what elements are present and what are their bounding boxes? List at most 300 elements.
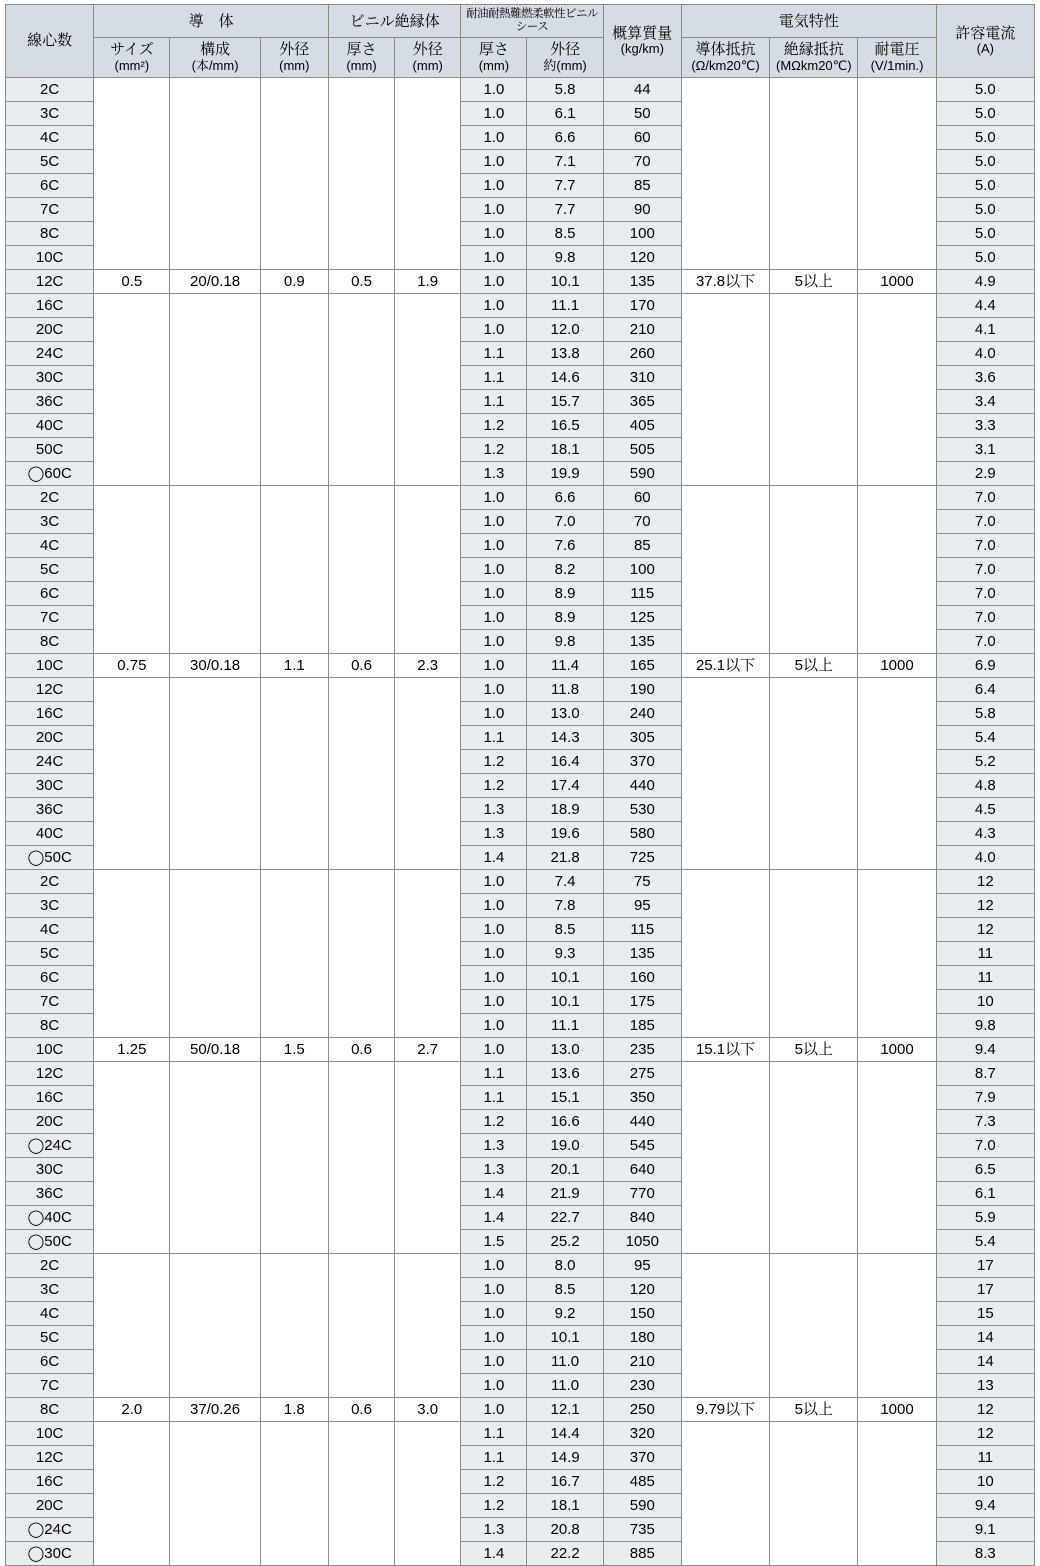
cell-sheath-outer-dia: 11.8 [527, 677, 603, 701]
cell-construction-blank-top [170, 77, 260, 269]
cell-withstand-voltage-blank-top [858, 1253, 936, 1397]
cell-sheath-thickness: 1.5 [461, 1229, 527, 1253]
cell-current: 4.9 [936, 269, 1034, 293]
cell-current: 7.9 [936, 1085, 1034, 1109]
cell-sheath-thickness: 1.0 [461, 581, 527, 605]
cell-cores: ◯50C [6, 845, 94, 869]
cell-mass: 165 [603, 653, 681, 677]
cell-sheath-thickness: 1.0 [461, 221, 527, 245]
cell-current: 5.9 [936, 1205, 1034, 1229]
cell-mass: 580 [603, 821, 681, 845]
cell-cores: 20C [6, 1109, 94, 1133]
cell-sheath-outer-dia: 22.7 [527, 1205, 603, 1229]
cell-sheath-outer-dia: 16.4 [527, 749, 603, 773]
cell-sheath-outer-dia: 11.4 [527, 653, 603, 677]
cell-sheath-thickness: 1.2 [461, 749, 527, 773]
header-insulation-group: ビニル絶縁体 [328, 5, 460, 38]
cell-cores: 3C [6, 101, 94, 125]
header-size-unit: (mm²) [114, 57, 150, 73]
cell-mass: 180 [603, 1325, 681, 1349]
cell-current: 5.0 [936, 245, 1034, 269]
header-mass-unit: (kg/km) [620, 40, 664, 56]
cell-sheath-thickness: 1.0 [461, 941, 527, 965]
cell-sheath-outer-dia: 8.0 [527, 1253, 603, 1277]
cell-mass: 310 [603, 365, 681, 389]
cell-mass: 85 [603, 533, 681, 557]
cell-sheath-outer-dia: 22.2 [527, 1541, 603, 1565]
cell-cores: 20C [6, 1493, 94, 1517]
cell-sheath-thickness: 1.2 [461, 437, 527, 461]
cell-sheath-thickness: 1.4 [461, 1205, 527, 1229]
cell-mass: 725 [603, 845, 681, 869]
cell-mass: 190 [603, 677, 681, 701]
cell-mass: 95 [603, 893, 681, 917]
cell-sheath-outer-dia: 10.1 [527, 269, 603, 293]
cell-sheath-outer-dia: 12.1 [527, 1397, 603, 1421]
cell-conductor-resistance: 37.8以下 [681, 269, 769, 293]
cell-sheath-thickness: 1.0 [461, 245, 527, 269]
cell-sheath-thickness: 1.0 [461, 965, 527, 989]
cell-current: 5.0 [936, 173, 1034, 197]
cell-conductor-outer-dia-blank-top [260, 485, 328, 653]
cell-sheath-thickness: 1.4 [461, 845, 527, 869]
cell-mass: 260 [603, 341, 681, 365]
cell-mass: 640 [603, 1157, 681, 1181]
cell-sheath-outer-dia: 20.1 [527, 1157, 603, 1181]
cell-current: 2.9 [936, 461, 1034, 485]
cell-sheath-thickness: 1.0 [461, 605, 527, 629]
cell-cores: 6C [6, 581, 94, 605]
header-withstand-voltage-label: 耐電圧 [874, 41, 920, 59]
cell-cores: ◯30C [6, 1541, 94, 1565]
table-row [6, 1421, 1035, 1445]
header-conductor-resistance-label: 導体抵抗 [695, 41, 756, 59]
cell-sheath-outer-dia: 5.8 [527, 77, 603, 101]
cell-conductor-resistance: 9.79以下 [681, 1397, 769, 1421]
cell-cores: 16C [6, 293, 94, 317]
cell-insulation-resistance: 5以上 [770, 653, 858, 677]
cell-sheath-thickness: 1.0 [461, 989, 527, 1013]
cell-sheath-outer-dia: 14.9 [527, 1445, 603, 1469]
cell-cores: 10C [6, 245, 94, 269]
cell-cores: 36C [6, 1181, 94, 1205]
cell-cores: 8C [6, 1013, 94, 1037]
cell-size-blank-bottom [94, 1061, 170, 1253]
cell-sheath-thickness: 1.2 [461, 1469, 527, 1493]
header-insulation-outer-dia [395, 38, 461, 77]
cell-mass: 120 [603, 245, 681, 269]
cell-mass: 350 [603, 1085, 681, 1109]
cell-current: 5.4 [936, 1229, 1034, 1253]
cell-cores: 6C [6, 965, 94, 989]
cell-sheath-outer-dia: 21.8 [527, 845, 603, 869]
cell-cores: 6C [6, 173, 94, 197]
cell-current: 8.7 [936, 1061, 1034, 1085]
table-row [6, 1253, 1035, 1277]
cell-sheath-outer-dia: 7.8 [527, 893, 603, 917]
cell-mass: 405 [603, 413, 681, 437]
cell-current: 7.0 [936, 533, 1034, 557]
cell-size-blank-top [94, 77, 170, 269]
cell-conductor-resistance-blank-bottom [681, 1421, 769, 1565]
cell-sheath-thickness: 1.1 [461, 1421, 527, 1445]
cell-sheath-outer-dia: 11.0 [527, 1349, 603, 1373]
cell-sheath-thickness: 1.0 [461, 653, 527, 677]
header-sheath-outer-dia-unit: 約(mm) [543, 57, 587, 73]
cell-current: 5.4 [936, 725, 1034, 749]
cell-size-blank-bottom [94, 293, 170, 485]
table-row [6, 485, 1035, 509]
cell-sheath-thickness: 1.0 [461, 149, 527, 173]
cell-cores: 36C [6, 797, 94, 821]
cell-mass: 95 [603, 1253, 681, 1277]
cell-current: 7.0 [936, 1133, 1034, 1157]
cell-cores: ◯40C [6, 1205, 94, 1229]
cell-size: 0.75 [94, 653, 170, 677]
cell-sheath-outer-dia: 19.0 [527, 1133, 603, 1157]
table-row [6, 269, 1035, 293]
cell-cores: 10C [6, 653, 94, 677]
cell-current: 7.0 [936, 485, 1034, 509]
cell-conductor-resistance-blank-top [681, 485, 769, 653]
cell-cores: 36C [6, 389, 94, 413]
cell-sheath-outer-dia: 18.1 [527, 437, 603, 461]
cell-sheath-outer-dia: 21.9 [527, 1181, 603, 1205]
cell-mass: 240 [603, 701, 681, 725]
cell-cores: 16C [6, 1085, 94, 1109]
cell-mass: 85 [603, 173, 681, 197]
cell-mass: 44 [603, 77, 681, 101]
cell-current: 4.3 [936, 821, 1034, 845]
cell-current: 7.0 [936, 605, 1034, 629]
cell-current: 7.0 [936, 557, 1034, 581]
cell-sheath-thickness: 1.0 [461, 533, 527, 557]
cell-cores: ◯24C [6, 1517, 94, 1541]
cell-sheath-outer-dia: 10.1 [527, 1325, 603, 1349]
cell-sheath-thickness: 1.0 [461, 1277, 527, 1301]
cell-sheath-outer-dia: 7.0 [527, 509, 603, 533]
cell-cores: 30C [6, 1157, 94, 1181]
cell-size-blank-bottom [94, 677, 170, 869]
cell-current: 5.0 [936, 125, 1034, 149]
cell-sheath-thickness: 1.1 [461, 1061, 527, 1085]
cell-withstand-voltage-blank-bottom [858, 677, 936, 869]
cell-insulation-resistance: 5以上 [770, 269, 858, 293]
cell-sheath-thickness: 1.0 [461, 557, 527, 581]
cell-sheath-thickness: 1.3 [461, 1157, 527, 1181]
cell-sheath-outer-dia: 9.8 [527, 629, 603, 653]
cell-mass: 70 [603, 509, 681, 533]
cell-sheath-thickness: 1.4 [461, 1181, 527, 1205]
cell-current: 14 [936, 1349, 1034, 1373]
table-row [6, 677, 1035, 701]
header-electrical-group: 電気特性 [681, 5, 936, 38]
cell-cores: 2C [6, 77, 94, 101]
cell-sheath-thickness: 1.0 [461, 1037, 527, 1061]
header-insulation-resistance-label: 絶縁抵抗 [783, 41, 844, 59]
table-header [6, 5, 1035, 78]
cell-withstand-voltage-blank-bottom [858, 293, 936, 485]
cell-sheath-thickness: 1.0 [461, 1253, 527, 1277]
cell-cores: 5C [6, 941, 94, 965]
cell-current: 12 [936, 1397, 1034, 1421]
cell-mass: 135 [603, 941, 681, 965]
cell-sheath-thickness: 1.3 [461, 797, 527, 821]
cell-sheath-outer-dia: 18.9 [527, 797, 603, 821]
cell-insulation-outer-dia-blank-bottom [395, 293, 461, 485]
cell-construction: 30/0.18 [170, 653, 260, 677]
cell-sheath-thickness: 1.2 [461, 773, 527, 797]
cell-current: 3.6 [936, 365, 1034, 389]
header-insulation-resistance [770, 38, 858, 77]
cell-insulation-thickness-blank-bottom [328, 1421, 394, 1565]
header-sheath-outer-dia-label: 外径 [550, 41, 581, 59]
cell-sheath-thickness: 1.0 [461, 701, 527, 725]
cell-sheath-outer-dia: 8.2 [527, 557, 603, 581]
cell-cores: 4C [6, 1301, 94, 1325]
cell-mass: 125 [603, 605, 681, 629]
cell-sheath-outer-dia: 14.3 [527, 725, 603, 749]
cell-sheath-thickness: 1.0 [461, 101, 527, 125]
cell-sheath-thickness: 1.0 [461, 893, 527, 917]
cell-mass: 210 [603, 317, 681, 341]
cell-sheath-outer-dia: 19.9 [527, 461, 603, 485]
cell-sheath-outer-dia: 13.8 [527, 341, 603, 365]
cell-withstand-voltage: 1000 [858, 1037, 936, 1061]
cell-mass: 275 [603, 1061, 681, 1085]
cell-mass: 505 [603, 437, 681, 461]
cell-mass: 235 [603, 1037, 681, 1061]
cell-current: 11 [936, 941, 1034, 965]
cell-conductor-resistance-blank-top [681, 869, 769, 1037]
cell-insulation-resistance: 5以上 [770, 1037, 858, 1061]
cell-size-blank-top [94, 1253, 170, 1397]
cell-current: 11 [936, 1445, 1034, 1469]
cell-mass: 250 [603, 1397, 681, 1421]
cell-current: 3.3 [936, 413, 1034, 437]
cell-insulation-resistance-blank-bottom [770, 1061, 858, 1253]
cell-mass: 100 [603, 221, 681, 245]
cell-current: 6.1 [936, 1181, 1034, 1205]
header-current-label: 許容電流 [955, 24, 1016, 42]
cell-sheath-outer-dia: 14.6 [527, 365, 603, 389]
cell-mass: 840 [603, 1205, 681, 1229]
cell-withstand-voltage: 1000 [858, 269, 936, 293]
cell-current: 4.0 [936, 341, 1034, 365]
cell-current: 4.8 [936, 773, 1034, 797]
cell-mass: 530 [603, 797, 681, 821]
cell-cores: 2C [6, 1253, 94, 1277]
header-mass-label: 概算質量 [612, 24, 673, 42]
cell-sheath-thickness: 1.0 [461, 1397, 527, 1421]
cell-sheath-outer-dia: 6.6 [527, 125, 603, 149]
cell-mass: 100 [603, 557, 681, 581]
cell-cores: 40C [6, 413, 94, 437]
header-current [936, 5, 1034, 78]
cell-sheath-thickness: 1.0 [461, 197, 527, 221]
cell-sheath-outer-dia: 19.6 [527, 821, 603, 845]
cell-current: 9.8 [936, 1013, 1034, 1037]
cell-construction-blank-bottom [170, 1061, 260, 1253]
cell-sheath-thickness: 1.2 [461, 1493, 527, 1517]
cell-cores: 7C [6, 989, 94, 1013]
cell-sheath-thickness: 1.2 [461, 413, 527, 437]
cell-conductor-outer-dia-blank-top [260, 1253, 328, 1397]
cell-withstand-voltage-blank-bottom [858, 1061, 936, 1253]
cell-current: 17 [936, 1253, 1034, 1277]
cell-sheath-outer-dia: 6.6 [527, 485, 603, 509]
cell-cores: 7C [6, 1373, 94, 1397]
cell-mass: 485 [603, 1469, 681, 1493]
cell-current: 8.3 [936, 1541, 1034, 1565]
cell-sheath-outer-dia: 25.2 [527, 1229, 603, 1253]
cell-sheath-outer-dia: 7.1 [527, 149, 603, 173]
cell-cores: 10C [6, 1037, 94, 1061]
header-sheath-thickness-label: 厚さ [478, 41, 509, 59]
cell-cores: 2C [6, 485, 94, 509]
cell-sheath-outer-dia: 9.8 [527, 245, 603, 269]
cell-mass: 1050 [603, 1229, 681, 1253]
header-sheath-group: 耐油耐熱難燃柔軟性ビニルシース [461, 5, 603, 38]
cell-sheath-outer-dia: 10.1 [527, 965, 603, 989]
cell-cores: 12C [6, 677, 94, 701]
cell-cores: 3C [6, 893, 94, 917]
cell-sheath-thickness: 1.0 [461, 173, 527, 197]
cell-sheath-thickness: 1.1 [461, 1445, 527, 1469]
cell-sheath-outer-dia: 16.6 [527, 1109, 603, 1133]
cell-sheath-thickness: 1.0 [461, 1325, 527, 1349]
cell-cores: 50C [6, 437, 94, 461]
cell-mass: 320 [603, 1421, 681, 1445]
cell-mass: 115 [603, 581, 681, 605]
cell-sheath-thickness: 1.0 [461, 1301, 527, 1325]
cell-cores: 30C [6, 773, 94, 797]
cell-sheath-thickness: 1.2 [461, 1109, 527, 1133]
cell-insulation-resistance-blank-bottom [770, 1421, 858, 1565]
cell-mass: 885 [603, 1541, 681, 1565]
cell-mass: 545 [603, 1133, 681, 1157]
cell-insulation-resistance: 5以上 [770, 1397, 858, 1421]
cell-current: 5.0 [936, 77, 1034, 101]
cell-mass: 185 [603, 1013, 681, 1037]
cell-mass: 70 [603, 149, 681, 173]
cell-sheath-thickness: 1.0 [461, 485, 527, 509]
cell-mass: 75 [603, 869, 681, 893]
cell-insulation-resistance-blank-bottom [770, 293, 858, 485]
cell-insulation-outer-dia: 3.0 [395, 1397, 461, 1421]
cell-insulation-thickness-blank-top [328, 869, 394, 1037]
cell-cores: 10C [6, 1421, 94, 1445]
cell-sheath-thickness: 1.3 [461, 1133, 527, 1157]
cell-insulation-thickness-blank-top [328, 1253, 394, 1397]
cell-cores: 5C [6, 1325, 94, 1349]
header-conductor-outer-dia [260, 38, 328, 77]
cell-cores: 16C [6, 701, 94, 725]
cell-conductor-outer-dia: 0.9 [260, 269, 328, 293]
header-cores: 線心数 [6, 5, 94, 78]
cell-mass: 590 [603, 1493, 681, 1517]
cell-current: 17 [936, 1277, 1034, 1301]
cell-insulation-outer-dia-blank-bottom [395, 1061, 461, 1253]
cell-mass: 440 [603, 1109, 681, 1133]
cell-sheath-outer-dia: 7.7 [527, 173, 603, 197]
cell-mass: 175 [603, 989, 681, 1013]
cell-sheath-thickness: 1.0 [461, 125, 527, 149]
cell-sheath-outer-dia: 8.5 [527, 221, 603, 245]
cell-mass: 370 [603, 749, 681, 773]
cell-current: 13 [936, 1373, 1034, 1397]
cell-mass: 115 [603, 917, 681, 941]
cell-cores: 8C [6, 629, 94, 653]
cell-mass: 160 [603, 965, 681, 989]
cell-insulation-outer-dia-blank-top [395, 869, 461, 1037]
cell-sheath-outer-dia: 15.1 [527, 1085, 603, 1109]
cell-insulation-outer-dia-blank-top [395, 485, 461, 653]
cell-sheath-outer-dia: 9.2 [527, 1301, 603, 1325]
cell-cores: ◯60C [6, 461, 94, 485]
cell-insulation-outer-dia-blank-bottom [395, 677, 461, 869]
cell-current: 5.0 [936, 149, 1034, 173]
cell-insulation-resistance-blank-bottom [770, 677, 858, 869]
cell-current: 5.0 [936, 221, 1034, 245]
cell-sheath-outer-dia: 11.0 [527, 1373, 603, 1397]
cell-current: 4.0 [936, 845, 1034, 869]
cell-conductor-resistance-blank-top [681, 77, 769, 269]
cell-current: 10 [936, 1469, 1034, 1493]
cell-cores: 6C [6, 1349, 94, 1373]
header-sheath-thickness [461, 38, 527, 77]
cell-current: 4.5 [936, 797, 1034, 821]
cell-cores: 4C [6, 917, 94, 941]
cell-construction-blank-bottom [170, 293, 260, 485]
cell-current: 7.0 [936, 629, 1034, 653]
cell-withstand-voltage-blank-bottom [858, 1421, 936, 1565]
cell-sheath-outer-dia: 13.0 [527, 701, 603, 725]
cell-sheath-thickness: 1.0 [461, 869, 527, 893]
cell-current: 3.1 [936, 437, 1034, 461]
cell-conductor-outer-dia: 1.1 [260, 653, 328, 677]
cell-sheath-thickness: 1.0 [461, 293, 527, 317]
cell-cores: 4C [6, 125, 94, 149]
cell-cores: 7C [6, 197, 94, 221]
cell-insulation-outer-dia: 2.7 [395, 1037, 461, 1061]
header-conductor-outer-dia-label: 外径 [279, 41, 310, 59]
cell-insulation-outer-dia-blank-top [395, 77, 461, 269]
cell-insulation-resistance-blank-top [770, 485, 858, 653]
cell-construction-blank-bottom [170, 1421, 260, 1565]
cell-conductor-resistance-blank-bottom [681, 1061, 769, 1253]
cell-mass: 305 [603, 725, 681, 749]
cable-specification-table [5, 4, 1035, 1566]
cell-insulation-thickness: 0.6 [328, 653, 394, 677]
cell-sheath-thickness: 1.0 [461, 677, 527, 701]
cell-sheath-thickness: 1.0 [461, 1373, 527, 1397]
cell-insulation-resistance-blank-top [770, 77, 858, 269]
cell-sheath-outer-dia: 7.4 [527, 869, 603, 893]
header-insulation-resistance-unit: (MΩkm20℃) [775, 57, 852, 73]
cell-sheath-thickness: 1.0 [461, 77, 527, 101]
cell-sheath-outer-dia: 10.1 [527, 989, 603, 1013]
cell-cores: 24C [6, 341, 94, 365]
header-mass [603, 5, 681, 78]
cell-sheath-outer-dia: 15.7 [527, 389, 603, 413]
header-insulation-thickness [328, 38, 394, 77]
cell-sheath-outer-dia: 11.1 [527, 293, 603, 317]
header-size-label: サイズ [109, 41, 154, 59]
cell-withstand-voltage: 1000 [858, 653, 936, 677]
table-row [6, 1397, 1035, 1421]
cell-mass: 60 [603, 485, 681, 509]
